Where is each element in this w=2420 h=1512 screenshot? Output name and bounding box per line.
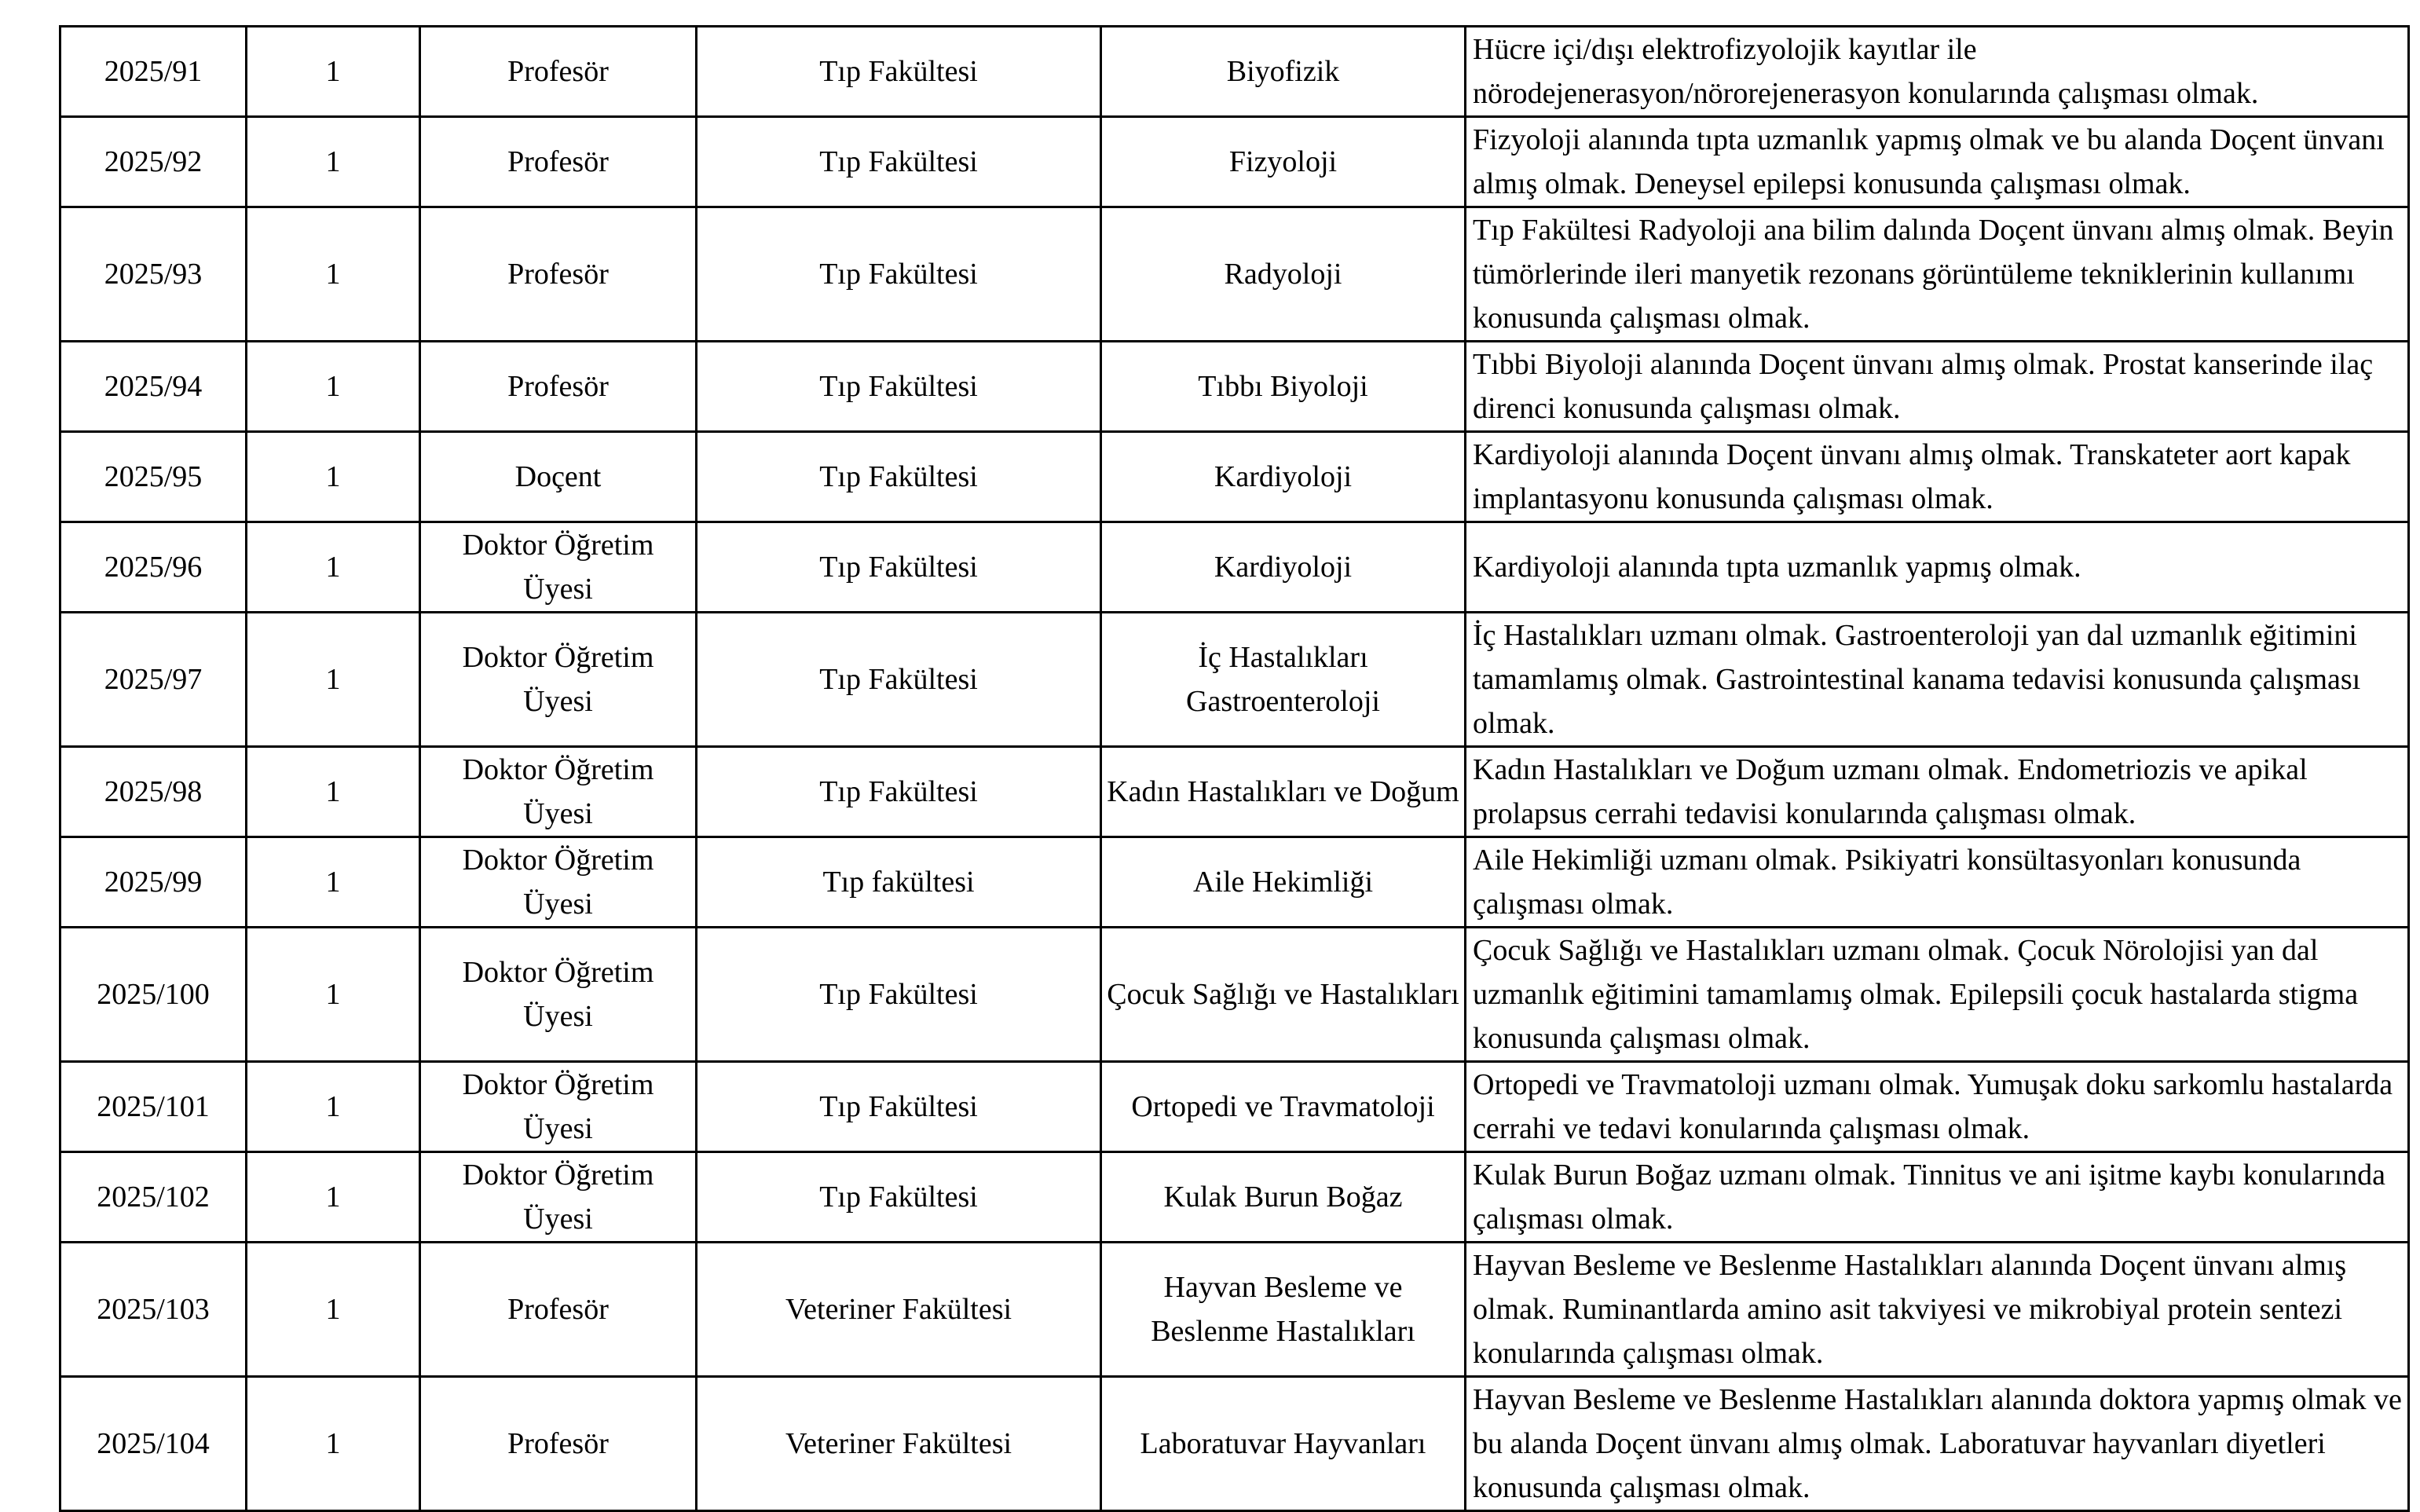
table-row — [60, 342, 2409, 432]
position-number-cell: 2025/99 — [60, 837, 247, 928]
table-row — [60, 1062, 2409, 1152]
position-count-cell: 1 — [247, 117, 420, 207]
position-count-cell: 1 — [247, 342, 420, 432]
position-number-cell: 2025/100 — [60, 928, 247, 1062]
position-count-cell: 1 — [247, 522, 420, 613]
position-number-cell: 2025/97 — [60, 613, 247, 747]
table-row — [60, 1152, 2409, 1243]
position-count-cell: 1 — [247, 27, 420, 117]
position-count-cell: 1 — [247, 613, 420, 747]
department-cell: Kadın Hastalıkları ve Doğum — [1101, 747, 1466, 837]
faculty-cell: Tıp Fakültesi — [697, 207, 1101, 342]
requirement-cell: Ortopedi ve Travmatoloji uzmanı olmak. Yumuşak doku sarkomlu hastalarda cerrahi ve tedavi konularında çalışması olmak. — [1466, 1062, 2409, 1152]
position-count-cell: 1 — [247, 1377, 420, 1511]
faculty-cell: Tıp Fakültesi — [697, 522, 1101, 613]
table-row — [60, 27, 2409, 117]
position-number-cell: 2025/98 — [60, 747, 247, 837]
academic-title-cell: Profesör — [420, 1377, 697, 1511]
faculty-cell: Veteriner Fakültesi — [697, 1377, 1101, 1511]
requirement-cell: Tıbbi Biyoloji alanında Doçent ünvanı almış olmak. Prostat kanserinde ilaç direnci konusunda çalışması olmak. — [1466, 342, 2409, 432]
academic-title-cell: Profesör — [420, 27, 697, 117]
academic-title-cell: Doktor Öğretim Üyesi — [420, 928, 697, 1062]
department-cell: Ortopedi ve Travmatoloji — [1101, 1062, 1466, 1152]
faculty-cell: Tıp Fakültesi — [697, 928, 1101, 1062]
position-count-cell: 1 — [247, 1152, 420, 1243]
table-row — [60, 747, 2409, 837]
requirement-cell: Kardiyoloji alanında Doçent ünvanı almış olmak. Transkateter aort kapak implantasyonu konusunda çalışması olmak. — [1466, 432, 2409, 522]
requirement-cell: Tıp Fakültesi Radyoloji ana bilim dalında Doçent ünvanı almış olmak. Beyin tümörlerinde ileri manyetik rezonans görüntüleme tekniklerinin kullanımı konusunda çalışması olmak. — [1466, 207, 2409, 342]
department-cell: Çocuk Sağlığı ve Hastalıkları — [1101, 928, 1466, 1062]
academic-title-cell: Profesör — [420, 207, 697, 342]
position-number-cell: 2025/95 — [60, 432, 247, 522]
academic-title-cell: Doktor Öğretim Üyesi — [420, 1152, 697, 1243]
table-row — [60, 613, 2409, 747]
academic-title-cell: Doktor Öğretim Üyesi — [420, 747, 697, 837]
requirement-cell: Kadın Hastalıkları ve Doğum uzmanı olmak. Endometriozis ve apikal prolapsus cerrahi tedavisi konularında çalışması olmak. — [1466, 747, 2409, 837]
table-row — [60, 1377, 2409, 1511]
faculty-cell: Tıp Fakültesi — [697, 342, 1101, 432]
table-row — [60, 432, 2409, 522]
academic-title-cell: Doktor Öğretim Üyesi — [420, 1062, 697, 1152]
requirement-cell: Kulak Burun Boğaz uzmanı olmak. Tinnitus ve ani işitme kaybı konularında çalışması olmak. — [1466, 1152, 2409, 1243]
position-number-cell: 2025/104 — [60, 1377, 247, 1511]
table-row — [60, 522, 2409, 613]
department-cell: Fizyoloji — [1101, 117, 1466, 207]
department-cell: Tıbbı Biyoloji — [1101, 342, 1466, 432]
requirement-cell: Çocuk Sağlığı ve Hastalıkları uzmanı olmak. Çocuk Nörolojisi yan dal uzmanlık eğitimini tamamlamış olmak. Epilepsili çocuk hastalarda stigma konusunda çalışması olmak. — [1466, 928, 2409, 1062]
faculty-cell: Tıp Fakültesi — [697, 27, 1101, 117]
table-row — [60, 837, 2409, 928]
department-cell: Kulak Burun Boğaz — [1101, 1152, 1466, 1243]
department-cell: Hayvan Besleme ve Beslenme Hastalıkları — [1101, 1243, 1466, 1377]
position-count-cell: 1 — [247, 207, 420, 342]
position-number-cell: 2025/94 — [60, 342, 247, 432]
position-number-cell: 2025/96 — [60, 522, 247, 613]
position-number-cell: 2025/103 — [60, 1243, 247, 1377]
position-count-cell: 1 — [247, 747, 420, 837]
table-row — [60, 117, 2409, 207]
faculty-cell: Tıp Fakültesi — [697, 1152, 1101, 1243]
position-number-cell: 2025/93 — [60, 207, 247, 342]
department-cell: Kardiyoloji — [1101, 522, 1466, 613]
academic-title-cell: Profesör — [420, 342, 697, 432]
requirement-cell: Hayvan Besleme ve Beslenme Hastalıkları alanında Doçent ünvanı almış olmak. Ruminantlarda amino asit takviyesi ve mikrobiyal protein sentezi konularında çalışması olmak. — [1466, 1243, 2409, 1377]
positions-table — [59, 25, 2410, 1512]
academic-title-cell: Doktor Öğretim Üyesi — [420, 613, 697, 747]
requirement-cell: Hücre içi/dışı elektrofizyolojik kayıtlar ile nörodejenerasyon/nörorejenerasyon konularında çalışması olmak. — [1466, 27, 2409, 117]
faculty-cell: Veteriner Fakültesi — [697, 1243, 1101, 1377]
faculty-cell: Tıp Fakültesi — [697, 613, 1101, 747]
academic-title-cell: Doktor Öğretim Üyesi — [420, 522, 697, 613]
table-row — [60, 1243, 2409, 1377]
position-count-cell: 1 — [247, 432, 420, 522]
requirement-cell: Kardiyoloji alanında tıpta uzmanlık yapmış olmak. — [1466, 522, 2409, 613]
faculty-cell: Tıp Fakültesi — [697, 117, 1101, 207]
position-count-cell: 1 — [247, 837, 420, 928]
requirement-cell: Fizyoloji alanında tıpta uzmanlık yapmış olmak ve bu alanda Doçent ünvanı almış olmak. Deneysel epilepsi konusunda çalışması olmak. — [1466, 117, 2409, 207]
faculty-cell: Tıp Fakültesi — [697, 432, 1101, 522]
requirement-cell: Hayvan Besleme ve Beslenme Hastalıkları alanında doktora yapmış olmak ve bu alanda Doçent ünvanı almış olmak. Laboratuvar hayvanları diyetleri konusunda çalışması olmak. — [1466, 1377, 2409, 1511]
academic-title-cell: Profesör — [420, 117, 697, 207]
table-row — [60, 928, 2409, 1062]
requirement-cell: Aile Hekimliği uzmanı olmak. Psikiyatri konsültasyonları konusunda çalışması olmak. — [1466, 837, 2409, 928]
position-count-cell: 1 — [247, 1062, 420, 1152]
position-number-cell: 2025/91 — [60, 27, 247, 117]
academic-title-cell: Doçent — [420, 432, 697, 522]
position-number-cell: 2025/102 — [60, 1152, 247, 1243]
department-cell: Kardiyoloji — [1101, 432, 1466, 522]
department-cell: Biyofizik — [1101, 27, 1466, 117]
requirement-cell: İç Hastalıkları uzmanı olmak. Gastroenteroloji yan dal uzmanlık eğitimini tamamlamış olmak. Gastrointestinal kanama tedavisi konusunda çalışması olmak. — [1466, 613, 2409, 747]
department-cell: İç Hastalıkları Gastroenteroloji — [1101, 613, 1466, 747]
position-number-cell: 2025/101 — [60, 1062, 247, 1152]
position-number-cell: 2025/92 — [60, 117, 247, 207]
position-count-cell: 1 — [247, 928, 420, 1062]
position-count-cell: 1 — [247, 1243, 420, 1377]
faculty-cell: Tıp Fakültesi — [697, 1062, 1101, 1152]
table-row — [60, 207, 2409, 342]
academic-title-cell: Doktor Öğretim Üyesi — [420, 837, 697, 928]
faculty-cell: Tıp Fakültesi — [697, 747, 1101, 837]
department-cell: Laboratuvar Hayvanları — [1101, 1377, 1466, 1511]
department-cell: Radyoloji — [1101, 207, 1466, 342]
department-cell: Aile Hekimliği — [1101, 837, 1466, 928]
academic-title-cell: Profesör — [420, 1243, 697, 1377]
faculty-cell: Tıp fakültesi — [697, 837, 1101, 928]
